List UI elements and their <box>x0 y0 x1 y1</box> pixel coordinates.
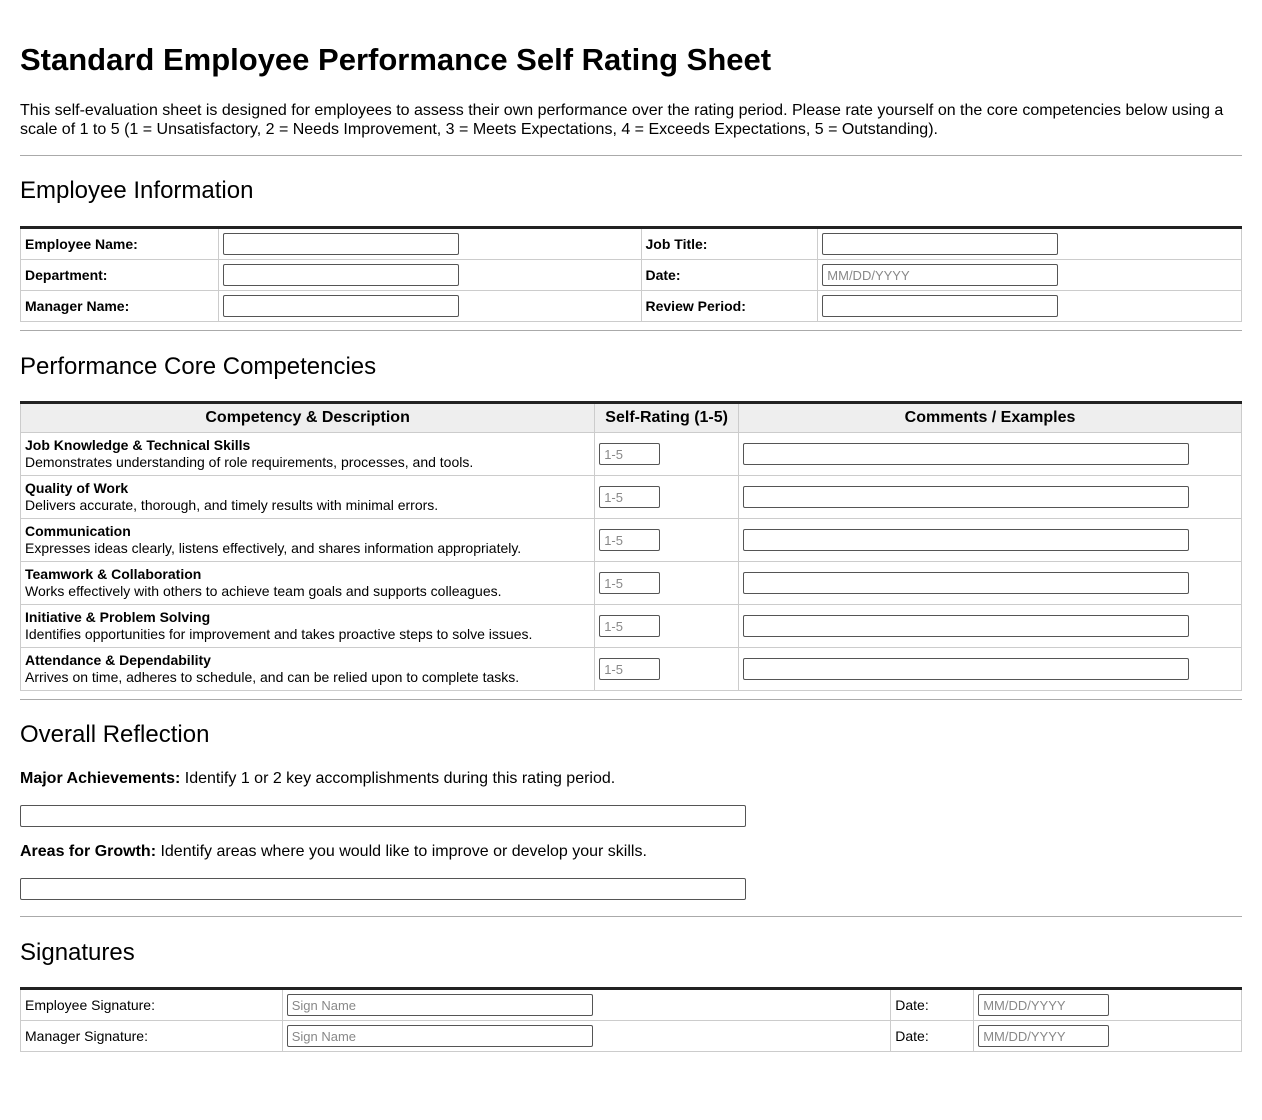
signatures-table <box>20 987 1242 1052</box>
job-title-label: Job Title: <box>641 228 818 260</box>
competency-description: Works effectively with others to achieve team goals and supports colleagues. <box>25 583 502 599</box>
competency-description: Delivers accurate, thorough, and timely results with minimal errors. <box>25 497 439 513</box>
signatures-heading: Signatures <box>20 939 135 966</box>
growth-prompt <box>20 842 1242 862</box>
rating-input[interactable] <box>599 443 660 465</box>
employee-signature-date-label: Date: <box>891 989 974 1021</box>
competency-name: Communication <box>25 523 131 539</box>
comments-input[interactable] <box>743 572 1189 594</box>
achievements-prompt <box>20 769 1242 789</box>
signature-row <box>21 1021 1242 1052</box>
manager-signature-input[interactable] <box>287 1025 593 1047</box>
competency-name: Job Knowledge & Technical Skills <box>25 437 251 453</box>
page-title: Standard Employee Performance Self Rating Sheet <box>20 42 772 77</box>
review-period-input[interactable] <box>822 295 1058 317</box>
competencies-header-row <box>21 403 1242 433</box>
reflection-heading: Overall Reflection <box>20 721 210 748</box>
competencies-table <box>20 401 1242 691</box>
signature-row <box>21 989 1242 1021</box>
competencies-heading: Performance Core Competencies <box>20 353 377 380</box>
competency-row <box>21 519 1242 562</box>
achievements-label: Major Achievements: <box>20 770 181 787</box>
growth-prompt-text: Identify areas where you would like to improve or develop your skills. <box>156 843 647 860</box>
section-divider <box>20 916 1242 917</box>
comments-input[interactable] <box>743 443 1189 465</box>
rating-input[interactable] <box>599 486 660 508</box>
comments-input[interactable] <box>743 486 1189 508</box>
competency-row <box>21 562 1242 605</box>
section-divider <box>20 330 1242 331</box>
competency-description: Identifies opportunities for improvement and takes proactive steps to solve issues. <box>25 626 533 642</box>
manager-signature-label: Manager Signature: <box>21 1021 283 1052</box>
manager-signature-date-input[interactable] <box>978 1025 1109 1047</box>
rating-input[interactable] <box>599 529 660 551</box>
growth-label: Areas for Growth: <box>20 843 157 860</box>
review-period-label: Review Period: <box>641 291 818 322</box>
date-label: Date: <box>641 260 818 291</box>
growth-input[interactable] <box>20 878 746 900</box>
competency-row <box>21 433 1242 476</box>
competency-description: Expresses ideas clearly, listens effectively, and shares information appropriately. <box>25 540 522 556</box>
competency-description: Arrives on time, adheres to schedule, and can be relied upon to complete tasks. <box>25 669 520 685</box>
rating-input[interactable] <box>599 615 660 637</box>
achievements-prompt-text: Identify 1 or 2 key accomplishments during this rating period. <box>180 770 616 787</box>
department-label: Department: <box>21 260 219 291</box>
competency-name: Attendance & Dependability <box>25 652 211 668</box>
col-comments-header: Comments / Examples <box>739 403 1242 433</box>
employee-info-table <box>20 226 1242 322</box>
competency-name: Quality of Work <box>25 480 129 496</box>
info-row <box>21 228 1242 260</box>
manager-name-label: Manager Name: <box>21 291 219 322</box>
competency-row <box>21 476 1242 519</box>
achievements-input[interactable] <box>20 805 746 827</box>
employee-name-label: Employee Name: <box>21 228 219 260</box>
employee-name-input[interactable] <box>223 233 459 255</box>
employee-signature-label: Employee Signature: <box>21 989 283 1021</box>
col-competency-header: Competency & Description <box>21 403 595 433</box>
employee-info-heading: Employee Information <box>20 177 254 204</box>
col-rating-header: Self-Rating (1-5) <box>595 403 739 433</box>
competency-row <box>21 605 1242 648</box>
rating-input[interactable] <box>599 658 660 680</box>
rating-input[interactable] <box>599 572 660 594</box>
comments-input[interactable] <box>743 658 1189 680</box>
comments-input[interactable] <box>743 529 1189 551</box>
competency-name: Teamwork & Collaboration <box>25 566 202 582</box>
intro-text: This self-evaluation sheet is designed for employees to assess their own performance over the rating period. Please rate yourself on the core competencies below using a scale of 1 to 5 (1 = Unsatisfactory, 2 = Needs Improvement, 3 = Meets Expectations, 4 = Exceeds Expectations, 5 = Outstanding). <box>20 102 1224 138</box>
competency-description: Demonstrates understanding of role requirements, processes, and tools. <box>25 454 474 470</box>
date-input[interactable] <box>822 264 1058 286</box>
section-divider <box>20 699 1242 700</box>
competency-name: Initiative & Problem Solving <box>25 609 211 625</box>
employee-signature-date-input[interactable] <box>978 994 1109 1016</box>
manager-name-input[interactable] <box>223 295 459 317</box>
department-input[interactable] <box>223 264 459 286</box>
section-divider <box>20 155 1242 156</box>
job-title-input[interactable] <box>822 233 1058 255</box>
manager-signature-date-label: Date: <box>891 1021 974 1052</box>
employee-signature-input[interactable] <box>287 994 593 1016</box>
info-row <box>21 260 1242 291</box>
comments-input[interactable] <box>743 615 1189 637</box>
info-row <box>21 291 1242 322</box>
competency-row <box>21 648 1242 691</box>
